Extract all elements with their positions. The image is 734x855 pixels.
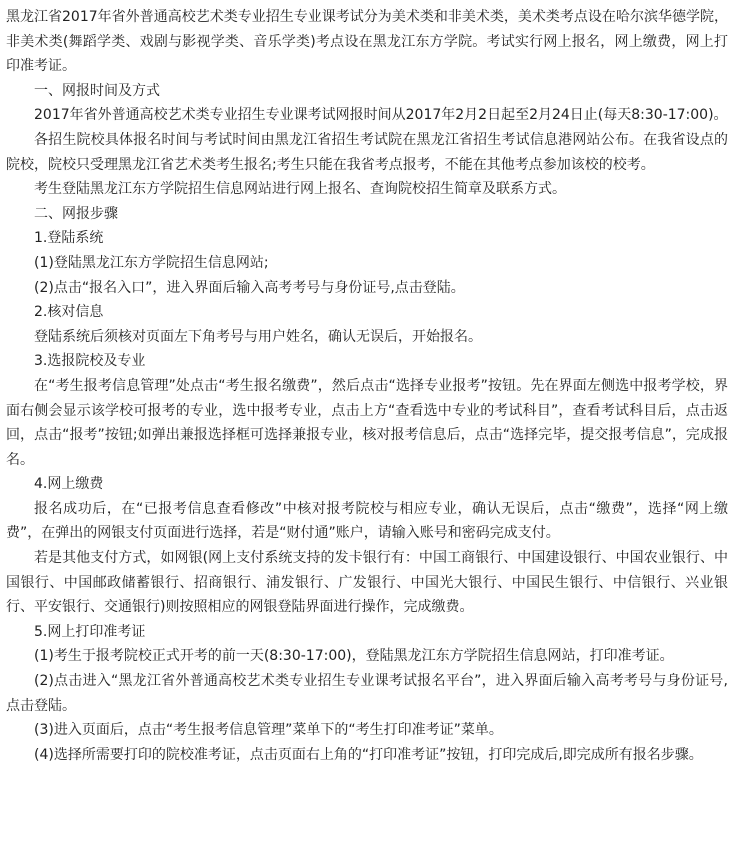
step-print-item-3: (3)进入页面后，点击“考生报考信息管理”菜单下的“考生打印准考证”菜单。 <box>34 722 503 739</box>
login-website-paragraph: 考生登陆黑龙江东方学院招生信息网站进行网上报名、查询院校招生简章及联系方式。 <box>34 181 566 198</box>
step-payment-text: 报名成功后，在“已报考信息查看修改”中核对报考院校与相应专业，确认无误后，点击“缴费”，选择“网上缴费”，在弹出的网银支付页面进行选择，若是“财付通”账户，请输入账号和密码完成支付。 <box>6 500 728 542</box>
school-schedule-paragraph: 各招生院校具体报名时间与考试时间由黑龙江省招生考试院在黑龙江省招生考试信息港网站公布。在我省设点的院校，院校只受理黑龙江省艺术类考生报名;考生只能在我省考点报考，不能在其他考点参加该校的校考。 <box>6 131 728 173</box>
step-login-item-2: (2)点击“报名入口”，进入界面后输入高考考号与身份证号,点击登陆。 <box>34 279 465 296</box>
step-print-item-2: (2)点击进入“黑龙江省外普通高校艺术类专业招生专业课考试报名平台”，进入界面后输入高考考号与身份证号,点击登陆。 <box>6 673 728 714</box>
step-payment-other-methods: 若是其他支付方式，如网银(网上支付系统支持的发卡银行有：中国工商银行、中国建设银行、中国农业银行、中国银行、中国邮政储蓄银行、招商银行、浦发银行、广发银行、中国光大银行、中国民生银行、中信银行、兴业银行、平安银行、交通银行)则按照相应的网银登陆界面进行操作，完成缴费。 <box>6 550 728 616</box>
step-print-item-1: (1)考生于报考院校正式开考的前一天(8:30-17:00)，登陆黑龙江东方学院招生信息网站，打印准考证。 <box>34 648 674 665</box>
step-heading-print-admission: 5.网上打印准考证 <box>34 623 146 640</box>
intro-paragraph: 黑龙江省2017年省外普通高校艺术类专业招生专业课考试分为美术类和非美术类，美术类考点设在哈尔滨华德学院，非美术类(舞蹈学类、戏剧与影视学类、音乐学类)考点设在黑龙江东方学院。考试实行网上报名，网上缴费，网上打印准考证。 <box>6 9 728 75</box>
step-verify-text: 登陆系统后须核对页面左下角考号与用户姓名，确认无误后，开始报名。 <box>34 328 482 345</box>
step-heading-login: 1.登陆系统 <box>34 230 104 247</box>
article-body <box>6 5 728 767</box>
step-print-item-4: (4)选择所需要打印的院校准考证，点击页面右上角的“打印准考证”按钮，打印完成后,即完成所有报名步骤。 <box>34 746 703 763</box>
registration-period-paragraph: 2017年省外普通高校艺术类专业招生专业课考试网报时间从2017年2月2日起至2月24日止(每天8:30-17:00)。 <box>34 107 728 124</box>
section-heading-registration-steps: 二、网报步骤 <box>34 205 118 222</box>
step-heading-verify: 2.核对信息 <box>34 304 104 321</box>
step-select-major-text: 在“考生报考信息管理”处点击“考生报名缴费”，然后点击“选择专业报考”按钮。先在界面左侧选中报考学校，界面右侧会显示该学校可报考的专业，选中报考专业，点击上方“查看选中专业的考试科目”，查看考试科目后，点击返回，点击“报考”按钮;如弹出兼报选择框可选择兼报专业，核对报考信息后，点击“选择完毕，提交报考信息”，完成报名。 <box>6 377 728 468</box>
step-heading-select-major: 3.选报院校及专业 <box>34 353 146 370</box>
step-login-item-1: (1)登陆黑龙江东方学院招生信息网站; <box>34 254 269 271</box>
step-heading-payment: 4.网上缴费 <box>34 476 104 493</box>
section-heading-registration-time: 一、网报时间及方式 <box>34 82 160 99</box>
